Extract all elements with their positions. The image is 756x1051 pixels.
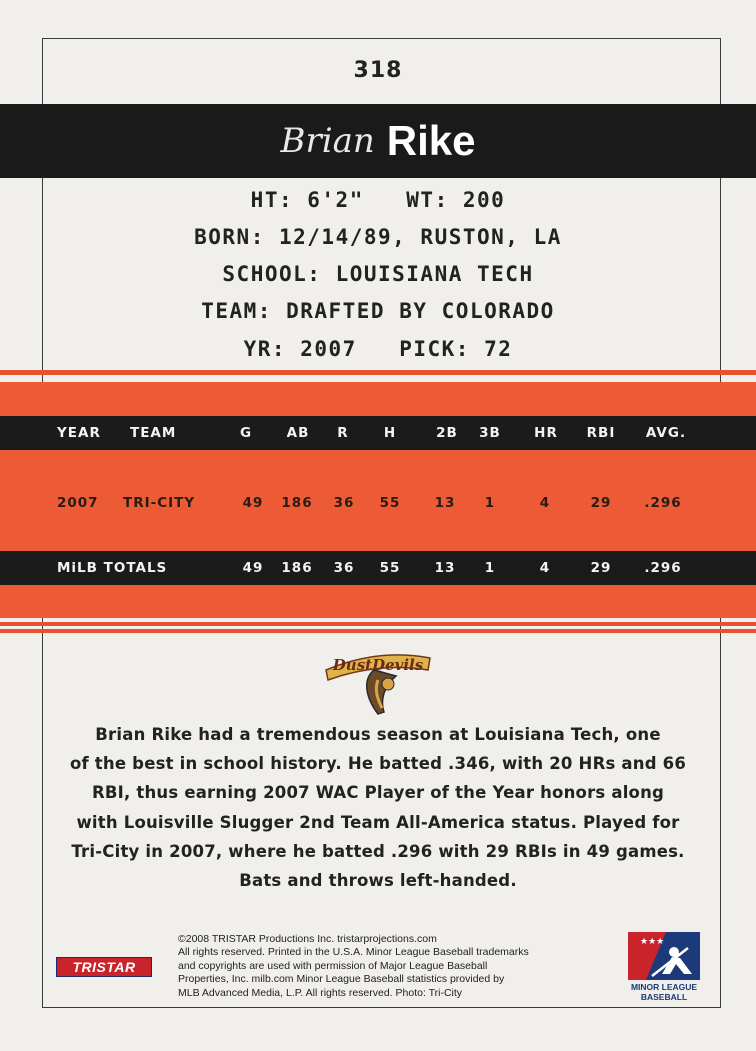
bio-text-line: with Louisville Slugger 2nd Team All-America status. Played for — [76, 812, 680, 832]
legal-line: MLB Advanced Media, L.P. All rights reserved. Photo: Tri-City — [178, 986, 463, 999]
pick-value: 72 — [484, 337, 513, 361]
star-icon: ★★★ — [640, 937, 665, 947]
stats-season-row — [0, 486, 756, 520]
stats-panel — [0, 382, 756, 618]
bio-line-draft — [0, 337, 756, 361]
legal-line: ©2008 TRISTAR Productions Inc. tristarprojections.com — [178, 933, 437, 945]
bio-line-school — [0, 262, 756, 286]
player-last-name: Rike — [386, 117, 476, 164]
stripe-bottom-2 — [0, 629, 756, 633]
logo-text: DustDevils — [332, 656, 424, 674]
school-label: SCHOOL: — [222, 262, 322, 286]
stat-header-year: YEAR — [57, 425, 101, 441]
born-label: BORN: — [194, 225, 265, 249]
total-g: 49 — [242, 560, 264, 576]
bio-text-line: Brian Rike had a tremendous season at Louisiana Tech, one — [95, 725, 661, 744]
stats-header-row — [0, 416, 756, 450]
legal-text — [178, 933, 618, 1000]
wt-label: WT: — [406, 188, 449, 212]
bio-paragraph — [56, 720, 700, 895]
stripe-bottom-1 — [0, 622, 756, 626]
team-value: DRAFTED BY COLORADO — [286, 299, 555, 323]
yr-label: YR: — [243, 337, 287, 361]
ht-value: 6'2" — [307, 188, 364, 212]
stat-h: 55 — [379, 495, 401, 511]
bio-text-line: Tri-City in 2007, where he batted .296 with 29 RBIs in 49 games. — [71, 841, 685, 861]
milb-logo-line2: BASEBALL — [640, 992, 688, 1002]
stat-2b: 13 — [434, 495, 456, 511]
bio-line-born — [0, 225, 756, 249]
tristar-logo — [56, 957, 152, 977]
bio-line-team — [0, 299, 756, 323]
stat-header-ab: AB — [286, 425, 310, 441]
stat-header-g: G — [239, 425, 253, 441]
dust-devils-logo — [322, 640, 434, 720]
stat-header-hr: HR — [534, 425, 558, 441]
stat-header-r: R — [337, 425, 349, 441]
stat-avg: .296 — [644, 495, 682, 511]
total-3b: 1 — [484, 560, 496, 576]
legal-line: and copyrights are used with permission of Major League Baseball — [178, 959, 488, 972]
stats-totals-row — [0, 551, 756, 585]
milb-logo-line1: MINOR LEAGUE — [630, 982, 698, 992]
stat-header-h: H — [383, 425, 397, 441]
bio-line-height-weight — [0, 188, 756, 212]
stat-g: 49 — [242, 495, 264, 511]
team-label: TEAM: — [201, 299, 272, 323]
ht-label: HT: — [250, 188, 294, 212]
stat-hr: 4 — [539, 495, 551, 511]
total-ab: 186 — [281, 560, 313, 576]
bio-text-line: RBI, thus earning 2007 WAC Player of the Year honors along — [91, 783, 665, 803]
bio-text-line: of the best in school history. He batted .346, with 20 HRs and 66 — [69, 754, 687, 774]
stat-header-2b: 2B — [436, 425, 458, 441]
stat-header-rbi: RBI — [586, 425, 616, 441]
stat-ab: 186 — [281, 495, 313, 511]
yr-value: 2007 — [300, 337, 357, 361]
total-avg: .296 — [644, 560, 682, 576]
total-h: 55 — [379, 560, 401, 576]
stat-r: 36 — [333, 495, 355, 511]
stat-3b: 1 — [484, 495, 496, 511]
total-rbi: 29 — [590, 560, 612, 576]
legal-line: Properties, Inc. milb.com Minor League Baseball statistics provided by — [178, 973, 505, 986]
legal-line: All rights reserved. Printed in the U.S.A. Minor League Baseball trademarks — [178, 946, 529, 959]
total-hr: 4 — [539, 560, 551, 576]
stat-header-3b: 3B — [479, 425, 501, 441]
stat-rbi: 29 — [590, 495, 612, 511]
born-value: 12/14/89, RUSTON, LA — [279, 225, 562, 249]
stat-team: TRI-CITY — [123, 495, 196, 511]
total-2b: 13 — [434, 560, 456, 576]
stat-year: 2007 — [57, 495, 99, 511]
bio-text-line: Bats and throws left-handed. — [239, 871, 517, 891]
total-r: 36 — [333, 560, 355, 576]
stripe-top-1 — [0, 370, 756, 375]
stat-header-team: TEAM — [130, 425, 177, 441]
card-number: 318 — [353, 58, 403, 83]
milb-logo — [622, 930, 706, 1004]
pick-label: PICK: — [399, 337, 470, 361]
stat-header-avg: AVG. — [645, 425, 687, 441]
player-first-name: Brian — [280, 121, 375, 161]
school-value: LOUISIANA TECH — [335, 262, 534, 286]
name-bar — [0, 104, 756, 178]
stat-totals-label: MiLB TOTALS — [57, 560, 168, 576]
wt-value: 200 — [462, 188, 506, 212]
tristar-logo-text: TRISTAR — [72, 959, 136, 975]
